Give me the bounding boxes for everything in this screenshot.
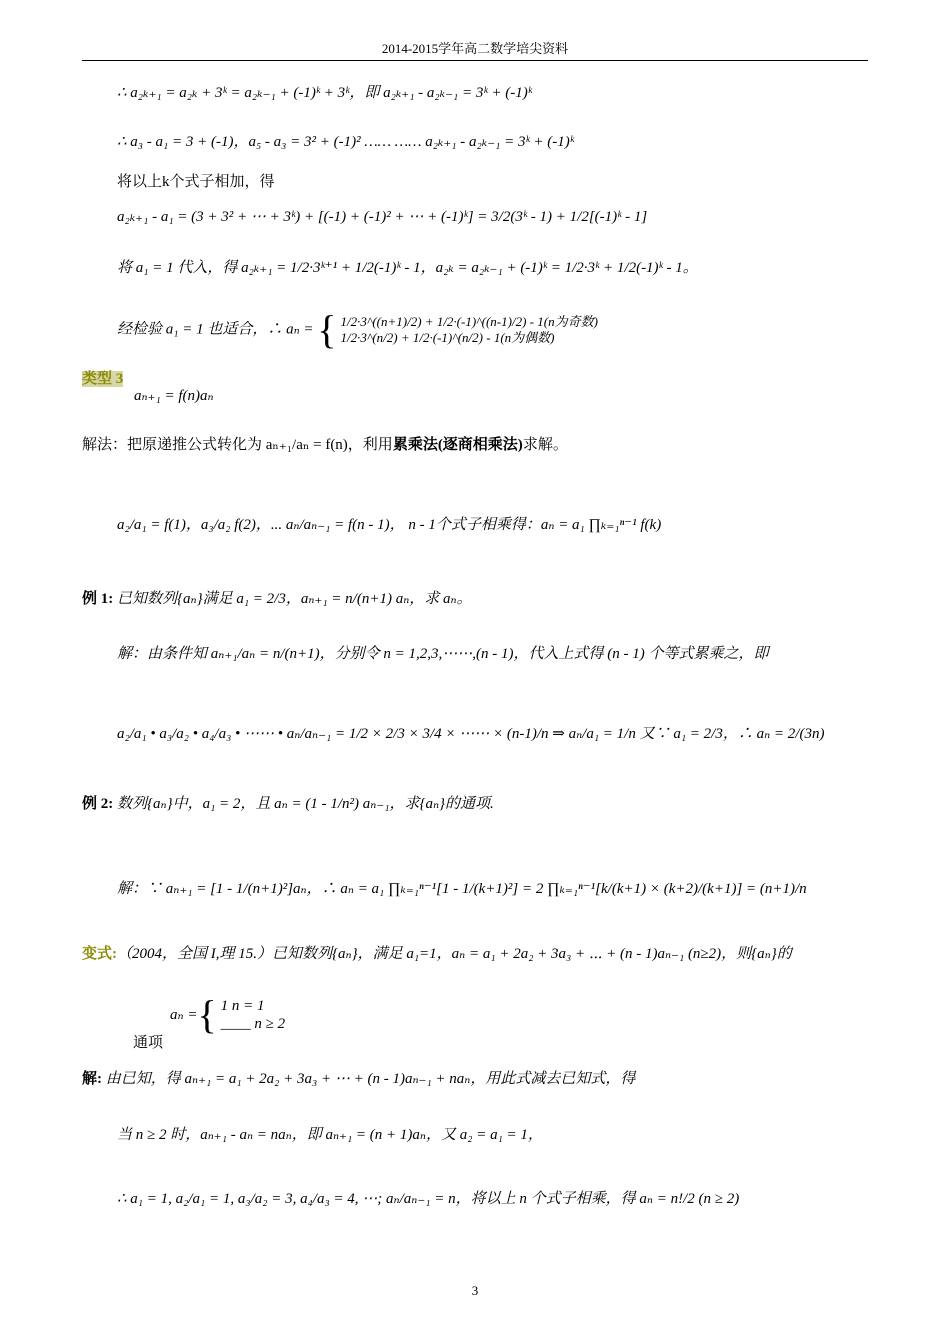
type3-label: 类型 3 bbox=[82, 371, 124, 387]
line-differences: ∴ a₃ - a₁ = 3 + (-1)，a₅ - a₃ = 3² + (-1)² …… …… a₂ₖ₊₁ - a₂ₖ₋₁ = 3ᵏ + (-1)ᵏ bbox=[117, 134, 574, 150]
example2-label: 例 2: bbox=[82, 796, 114, 812]
line-check bbox=[117, 307, 598, 352]
method-line bbox=[82, 436, 568, 454]
page-header bbox=[82, 38, 868, 61]
type3-heading bbox=[82, 370, 123, 388]
example1-solution: 解：由条件知 aₙ₊₁/aₙ = n/(n+1)，分别令 n = 1,2,3,⋯⋯,(n - 1)，代入上式得 (n - 1) 个等式累乘之，即 bbox=[117, 646, 769, 662]
variant-brace-glyph: { bbox=[197, 992, 217, 1037]
page-number: 3 bbox=[471, 1283, 479, 1298]
solution-line bbox=[82, 1070, 635, 1088]
product-formula-line: a₂/a₁ = f(1)，a₃/a₂ f(2)，... aₙ/aₙ₋₁ = f(n - 1)， n - 1个式子相乘得：aₙ = a₁ ∏ₖ₌₁ⁿ⁻¹ f(k) bbox=[117, 517, 662, 533]
line-sum-result: a₂ₖ₊₁ - a₁ = (3 + 3² + ⋯ + 3ᵏ) + [(-1) + (-1)² + ⋯ + (-1)ᵏ] = 3/2(3ᵏ - 1) + 1/2[(-1)ᵏ - 1] bbox=[117, 209, 648, 225]
method-pre: 解法：把原递推公式转化为 aₙ₊₁/aₙ = f(n)，利用 bbox=[82, 437, 393, 453]
case-odd: 1/2·3^((n+1)/2) + 1/2·(-1)^((n-1)/2) - 1(n为奇数) bbox=[340, 314, 598, 330]
example2-solution: 解：∵ aₙ₊₁ = [1 - 1/(n+1)²]aₙ，∴ aₙ = a₁ ∏ₖ₌₁ⁿ⁻¹[1 - 1/(k+1)²] = 2 ∏ₖ₌₁ⁿ⁻¹[k/(k+1) × (k+2)/(k+1)] = (n+1)/n bbox=[117, 881, 807, 897]
header-title: 2014-2015学年高二数学培尖资料 bbox=[381, 41, 569, 56]
example2-text: 数列{aₙ}中，a₁ = 2，且 aₙ = (1 - 1/n²) aₙ₋₁，求{aₙ}的通项. bbox=[117, 796, 494, 812]
variant-case2: ____ n ≥ 2 bbox=[220, 1016, 286, 1032]
variant-cases bbox=[170, 992, 286, 1037]
variant-label: 变式: bbox=[82, 946, 117, 962]
variant-line bbox=[82, 945, 792, 963]
line-a2k1-recurrence: ∴ a₂ₖ₊₁ = a₂ₖ + 3ᵏ = a₂ₖ₋₁ + (-1)ᵏ + 3ᵏ，即 a₂ₖ₊₁ - a₂ₖ₋₁ = 3ᵏ + (-1)ᵏ bbox=[117, 85, 532, 101]
method-bold: 累乘法(逐商相乘法) bbox=[392, 437, 523, 453]
line-substitute: 将 a₁ = 1 代入，得 a₂ₖ₊₁ = 1/2·3ᵏ⁺¹ + 1/2(-1)ᵏ - 1，a₂ₖ = a₂ₖ₋₁ + (-1)ᵏ = 1/2·3ᵏ + 1/2(-1)ᵏ - 1。 bbox=[117, 260, 698, 276]
example1-label: 例 1: bbox=[82, 591, 114, 607]
solution-text: 由已知，得 aₙ₊₁ = a₁ + 2a₂ + 3a₃ + ⋯ + (n - 1)aₙ₋₁ + naₙ，用此式减去已知式，得 bbox=[105, 1071, 636, 1087]
example2-line bbox=[82, 795, 494, 813]
case-even: 1/2·3^(n/2) + 1/2·(-1)^(n/2) - 1(n为偶数) bbox=[340, 330, 555, 345]
example1-solution-product: a₂/a₁ • a₃/a₂ • a₄/a₃ • ⋯⋯ • aₙ/aₙ₋₁ = 1/2 × 2/3 × 3/4 × ⋯⋯ × (n-1)/n ⇒ aₙ/a₁ = 1/n 又∵ a₁ = 2/3，∴ aₙ = 2/(3n) bbox=[117, 726, 825, 742]
variant-lhs: aₙ = bbox=[170, 1007, 198, 1023]
check-prefix: 经检验 a₁ = 1 也适合，∴ aₙ = bbox=[117, 321, 314, 338]
piecewise-result bbox=[317, 307, 598, 352]
line-sum-k: 将以上k个式子相加，得 bbox=[117, 174, 275, 190]
method-post: 求解。 bbox=[522, 437, 568, 453]
variant-tongxiang: 通项 bbox=[133, 1035, 164, 1051]
variant-text: （2004，全国 I,理 15.）已知数列{aₙ}，满足 a₁=1，aₙ = a₁ + 2a₂ + 3a₃ + ⋯ + (n - 1)aₙ₋₁ (n≥2)，则{aₙ}的 bbox=[117, 946, 792, 962]
example1-line bbox=[82, 590, 472, 608]
solution-when-n-ge-2: 当 n ≥ 2 时，aₙ₊₁ - aₙ = naₙ，即 aₙ₊₁ = (n + 1)aₙ，又 a₂ = a₁ = 1， bbox=[117, 1127, 543, 1143]
variant-case1: 1 n = 1 bbox=[220, 998, 265, 1014]
left-brace-glyph: { bbox=[317, 307, 337, 352]
type3-formula: aₙ₊₁ = f(n)aₙ bbox=[134, 388, 214, 404]
solution-label: 解: bbox=[82, 1071, 102, 1087]
solution-product-result: ∴ a₁ = 1, a₂/a₁ = 1, a₃/a₂ = 3, a₄/a₃ = 4, ⋯; aₙ/aₙ₋₁ = n，将以上 n 个式子相乘，得 aₙ = n!/2 (n ≥ 2) bbox=[117, 1191, 740, 1207]
example1-text: 已知数列{aₙ}满足 a₁ = 2/3，aₙ₊₁ = n/(n+1) aₙ，求 aₙ。 bbox=[117, 591, 472, 607]
